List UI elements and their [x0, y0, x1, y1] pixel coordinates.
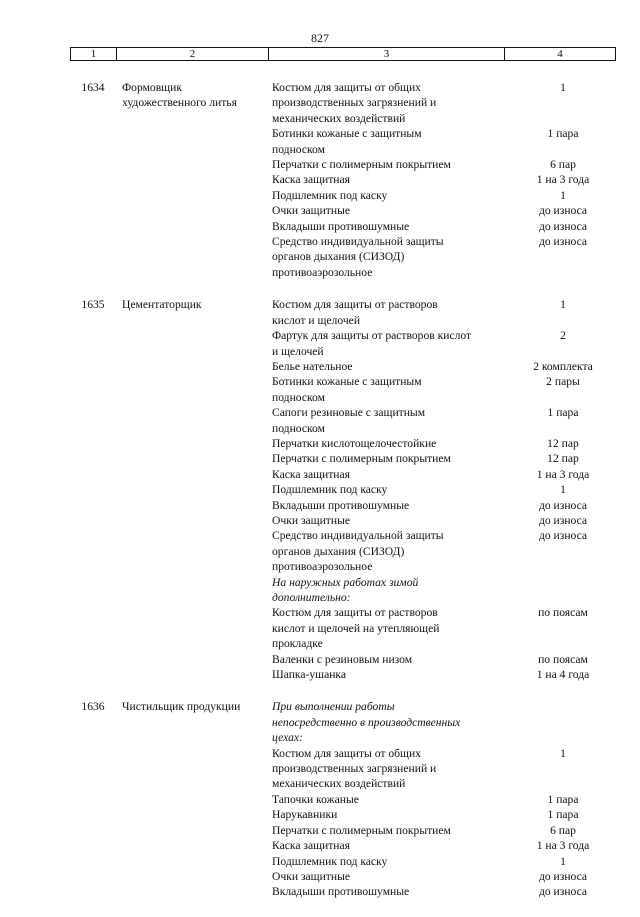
- equipment-quantity: 1: [560, 81, 566, 94]
- header-col-3: 3: [269, 48, 505, 60]
- profession-name: [116, 80, 268, 280]
- equipment-name: [272, 807, 504, 822]
- equipment-name-line: Средство индивидуальной защиты: [272, 235, 444, 249]
- equipment-quantity: до износа: [538, 885, 588, 899]
- equipment-quantity: 2: [560, 329, 566, 343]
- equipment-name: [272, 823, 504, 838]
- equipment-column: [268, 699, 590, 899]
- equipment-name: [272, 838, 504, 853]
- equipment-name-line: Валенки с резиновым низом: [272, 652, 413, 666]
- equipment-name-line: Ботинки кожаные с защитным: [272, 375, 422, 389]
- equipment-name-line: Сапоги резиновые с защитным: [272, 406, 426, 420]
- equipment-name: [272, 219, 504, 234]
- equipment-quantity: 1: [560, 746, 566, 760]
- equipment-quantity: до износа: [538, 529, 588, 543]
- equipment-name-line: подноском: [272, 390, 325, 404]
- equipment-quantity: 6 пар: [550, 158, 576, 172]
- equipment-name: [272, 188, 504, 203]
- equipment-item: [272, 374, 622, 405]
- equipment-column: [268, 297, 593, 682]
- equipment-name-line: механических воздействий: [272, 777, 406, 791]
- equipment-item: [272, 528, 622, 574]
- equipment-name: [272, 792, 504, 807]
- equipment-name-line: Ботинки кожаные с защитным: [272, 127, 422, 141]
- equipment-name: [272, 667, 504, 682]
- equipment-name-line: Костюм для защиты от растворов: [272, 606, 438, 620]
- equipment-name-line: Очки защитные: [272, 513, 351, 527]
- equipment-name-line: производственных загрязнений и: [272, 762, 437, 776]
- equipment-name: [272, 575, 504, 606]
- equipment-name-line: органов дыхания (СИЗОД): [272, 250, 405, 264]
- profession-name: [116, 297, 268, 682]
- equipment-name: [272, 652, 504, 667]
- equipment-list: [272, 699, 622, 899]
- page-number: 827: [311, 31, 329, 45]
- equipment-name-line: противоаэрозольное: [272, 560, 373, 574]
- equipment-item: [272, 823, 622, 838]
- equipment-name: [272, 328, 504, 359]
- equipment-name-line: подноском: [272, 142, 325, 156]
- equipment-name-line: механических воздействий: [272, 111, 406, 125]
- equipment-item: [272, 807, 622, 822]
- equipment-name-line: Подшлемник под каску: [272, 854, 388, 868]
- equipment-name-line: противоаэрозольное: [272, 265, 373, 279]
- equipment-name-line: подноском: [272, 421, 325, 435]
- header-col-2: 2: [117, 48, 269, 60]
- profession-line: Чистильщик продукции: [122, 700, 241, 714]
- equipment-quantity: 1: [560, 298, 566, 312]
- profession-name: [116, 699, 268, 899]
- equipment-quantity: по поясам: [538, 606, 588, 620]
- equipment-name-line: Средство индивидуальной защиты: [272, 529, 444, 543]
- equipment-quantity: 1 на 3 года: [536, 173, 590, 187]
- equipment-name: [272, 359, 504, 374]
- equipment-item: [272, 172, 622, 187]
- equipment-name-line: цехах:: [272, 731, 303, 745]
- equipment-name: [272, 482, 504, 497]
- equipment-name: [272, 203, 504, 218]
- equipment-item: [272, 80, 622, 126]
- equipment-item: [272, 792, 622, 807]
- equipment-name: [272, 172, 504, 187]
- equipment-name: [272, 157, 504, 172]
- equipment-name-line: Костюм для защиты от растворов: [272, 298, 438, 312]
- equipment-name-line: Белье нательное: [272, 359, 353, 373]
- equipment-name-line: Тапочки кожаные: [272, 792, 359, 806]
- equipment-quantity: 12 пар: [547, 436, 579, 450]
- equipment-item: [272, 652, 622, 667]
- equipment-name-line: дополнительно:: [272, 591, 351, 604]
- equipment-name-line: прокладке: [272, 637, 323, 651]
- equipment-quantity: 1: [560, 854, 566, 868]
- equipment-name-line: Костюм для защиты от общих: [272, 81, 421, 94]
- equipment-name: [272, 854, 504, 869]
- equipment-name: [272, 528, 504, 574]
- condition-note: [272, 699, 622, 745]
- equipment-name-line: Каска защитная: [272, 839, 350, 853]
- equipment-quantity: [504, 699, 622, 745]
- equipment-item: [272, 838, 622, 853]
- equipment-name-line: При выполнении работы: [272, 700, 395, 714]
- equipment-item: [272, 482, 622, 497]
- equipment-item: [272, 436, 622, 451]
- equipment-item: [272, 188, 622, 203]
- equipment-item: [272, 451, 622, 466]
- equipment-name-line: кислот и щелочей: [272, 313, 361, 327]
- equipment-item: [272, 405, 622, 436]
- condition-note: [272, 575, 622, 606]
- equipment-item: [272, 513, 622, 528]
- table-row: [70, 80, 616, 280]
- equipment-name-line: Подшлемник под каску: [272, 188, 388, 202]
- equipment-name: [272, 405, 504, 436]
- entry-number: 1634: [81, 81, 105, 94]
- entry-number: 1635: [81, 298, 105, 312]
- equipment-item: [272, 667, 622, 682]
- equipment-quantity: 1: [560, 483, 566, 497]
- equipment-quantity: 1 пара: [547, 127, 579, 141]
- equipment-item: [272, 884, 622, 899]
- equipment-name-line: Вкладыши противошумные: [272, 219, 410, 233]
- header-col-1: 1: [71, 48, 117, 60]
- equipment-quantity: 1 на 3 года: [536, 839, 590, 853]
- equipment-name-line: и щелочей: [272, 344, 324, 358]
- equipment-quantity: до износа: [538, 219, 588, 233]
- equipment-name: [272, 436, 504, 451]
- equipment-item: [272, 297, 622, 328]
- equipment-name-line: Шапка-ушанка: [272, 668, 347, 682]
- equipment-item: [272, 605, 622, 651]
- equipment-item: [272, 869, 622, 884]
- header-col-4: 4: [557, 48, 563, 60]
- equipment-name: [272, 884, 504, 899]
- equipment-quantity: 12 пар: [547, 452, 579, 466]
- equipment-name: [272, 297, 504, 328]
- table-row: [70, 297, 616, 682]
- equipment-item: [272, 234, 622, 280]
- equipment-quantity: 1 пара: [547, 792, 579, 806]
- equipment-name: [272, 374, 504, 405]
- equipment-item: [272, 467, 622, 482]
- equipment-name-line: производственных загрязнений и: [272, 96, 437, 110]
- equipment-item: [272, 219, 622, 234]
- equipment-name-line: На наружных работах зимой: [272, 575, 419, 589]
- equipment-item: [272, 328, 622, 359]
- equipment-name: [272, 513, 504, 528]
- equipment-name: [272, 451, 504, 466]
- equipment-name-line: Каска защитная: [272, 467, 350, 481]
- equipment-quantity: 2 комплекта: [533, 359, 593, 373]
- equipment-name-line: Перчатки с полимерным покрытием: [272, 823, 451, 837]
- equipment-name-line: Перчатки с полимерным покрытием: [272, 452, 451, 466]
- equipment-name: [272, 467, 504, 482]
- equipment-name: [272, 605, 504, 651]
- equipment-name-line: Каска защитная: [272, 173, 350, 187]
- equipment-item: [272, 498, 622, 513]
- equipment-quantity: 1: [560, 188, 566, 202]
- equipment-name: [272, 498, 504, 513]
- equipment-quantity: [504, 575, 622, 606]
- equipment-name-line: Перчатки с полимерным покрытием: [272, 158, 451, 172]
- equipment-name: [272, 80, 504, 126]
- profession-line: Формовщик: [122, 81, 182, 94]
- equipment-item: [272, 203, 622, 218]
- profession-line: художественного литья: [122, 96, 237, 110]
- equipment-name-line: Вкладыши противошумные: [272, 885, 410, 899]
- equipment-quantity: по поясам: [538, 652, 588, 666]
- equipment-name: [272, 746, 504, 792]
- profession-line: Цементаторщик: [122, 298, 202, 312]
- table-body: [70, 80, 616, 917]
- equipment-item: [272, 157, 622, 172]
- equipment-name: [272, 699, 504, 745]
- equipment-quantity: 1 пара: [547, 406, 579, 420]
- equipment-quantity: до износа: [538, 235, 588, 249]
- equipment-item: [272, 746, 622, 792]
- equipment-name-line: Очки защитные: [272, 869, 351, 883]
- equipment-quantity: до износа: [538, 513, 588, 527]
- equipment-list: [272, 80, 622, 280]
- equipment-item: [272, 854, 622, 869]
- equipment-quantity: до износа: [538, 869, 588, 883]
- table-row: [70, 699, 616, 899]
- equipment-name-line: Вкладыши противошумные: [272, 498, 410, 512]
- equipment-quantity: 6 пар: [550, 823, 576, 837]
- equipment-quantity: 1 на 3 года: [536, 467, 590, 481]
- equipment-column: [268, 80, 590, 280]
- equipment-name-line: Фартук для защиты от растворов кислот: [272, 329, 472, 343]
- equipment-name: [272, 126, 504, 157]
- equipment-quantity: 1 пара: [547, 808, 579, 822]
- table-header: [70, 47, 616, 61]
- equipment-list: [272, 297, 622, 682]
- equipment-name-line: Очки защитные: [272, 204, 351, 218]
- equipment-name-line: Перчатки кислотощелочестойкие: [272, 436, 437, 450]
- equipment-name: [272, 869, 504, 884]
- equipment-item: [272, 359, 622, 374]
- equipment-quantity: до износа: [538, 204, 588, 218]
- equipment-quantity: 1 на 4 года: [536, 668, 590, 682]
- equipment-quantity: 2 пары: [546, 375, 580, 389]
- equipment-name-line: Подшлемник под каску: [272, 483, 388, 497]
- equipment-name: [272, 234, 504, 280]
- equipment-item: [272, 126, 622, 157]
- equipment-name-line: Костюм для защиты от общих: [272, 746, 421, 760]
- equipment-name-line: Нарукавники: [272, 808, 338, 822]
- equipment-quantity: до износа: [538, 498, 588, 512]
- equipment-name-line: непосредственно в производственных: [272, 715, 461, 729]
- equipment-name-line: органов дыхания (СИЗОД): [272, 544, 405, 558]
- equipment-name-line: кислот и щелочей на утепляющей: [272, 621, 440, 635]
- entry-number: 1636: [81, 700, 105, 714]
